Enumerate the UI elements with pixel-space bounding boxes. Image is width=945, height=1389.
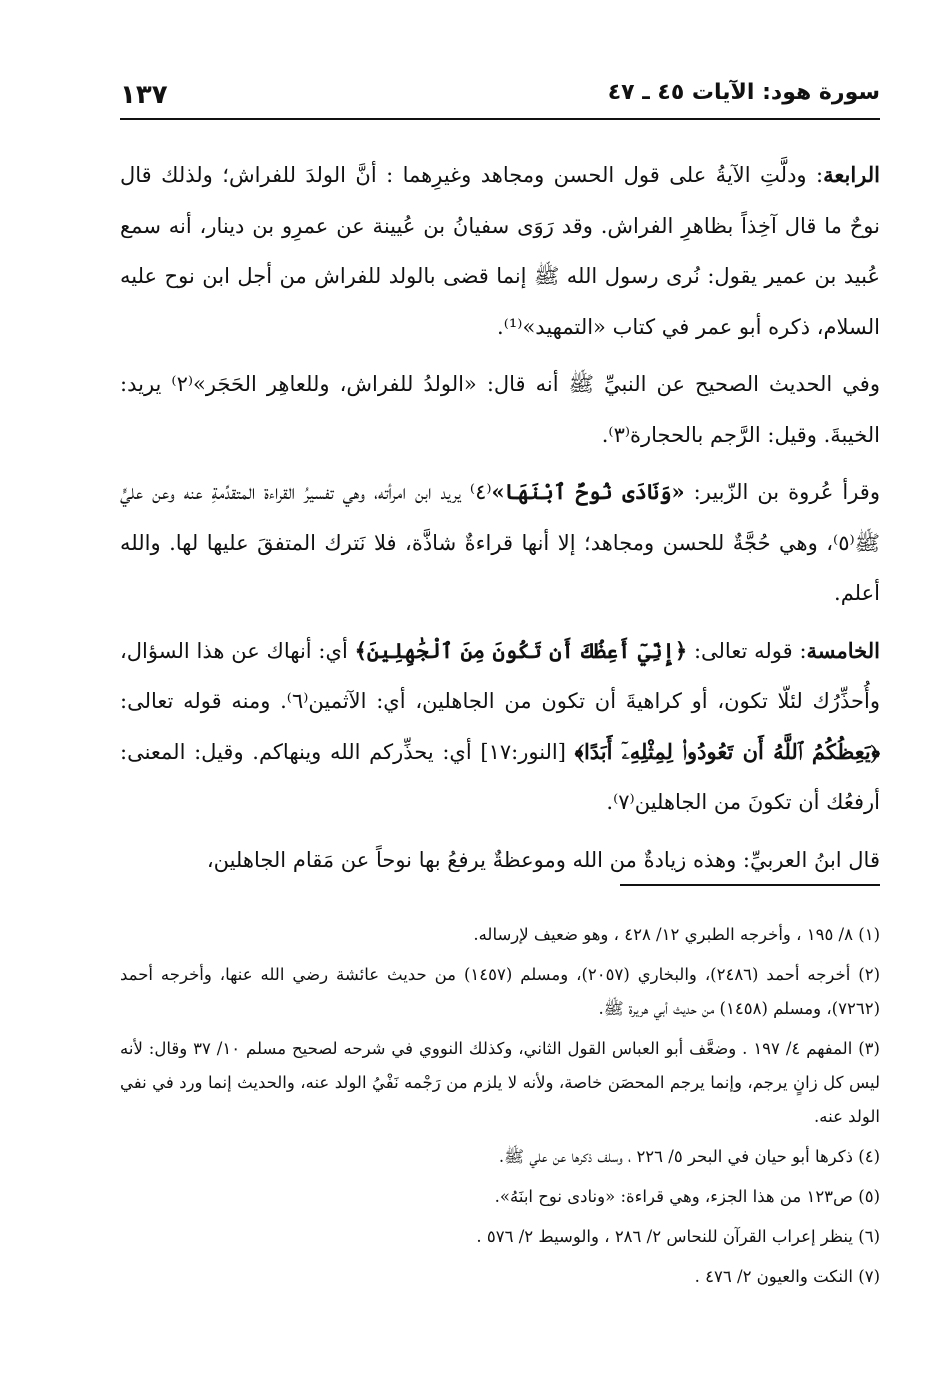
footnote [120,918,880,952]
paragraph-fourth-point [120,150,880,352]
footnote [120,1180,880,1214]
quran-verse: ﴿إِنِّيٓ أَعِظُكَ أَن تَكُونَ مِنَ ٱلْجَٰهِلِينَ﴾ [354,637,688,663]
footnote-number: (٧) [858,1267,880,1286]
footnotes [120,918,880,1300]
quran-verse: ﴿يَعِظُكُمُ ٱللَّهُ أَن تَعُودُوا۟ لِمِثْلِهِۦٓ أَبَدًا﴾ [574,738,880,764]
footnote-number: (١) [858,925,880,944]
footnote-divider [620,884,880,886]
footnote-text: ص١٢٣ من هذا الجزء، وهي قراءة: «ونادى نوح ابنَهُ». [494,1187,853,1206]
footnote-text: ٨/ ١٩٥ ، وأخرجه الطبري ١٢/ ٤٢٨ ، وهو ضعيف لإرساله. [473,925,853,944]
section-label-fifth: الخامسة [806,637,880,663]
footnote-number: (٢) [858,965,880,984]
paragraph-text: وفي الحديث الصحيح عن النبيِّ ﷺ أنه قال: «الولدُ للفراش، وللعاهِر الحَجَر»⁽٢⁾ يريد: الخيبةَ. وقيل: الرَّجم بالحجارة⁽٣⁾. [120,372,880,447]
page-number: ١٣٧ [120,80,168,110]
paragraph-text: وقرأ عُروة بن الزّبير: [693,480,880,504]
paragraph-text: أي: أنهاك عن هذا السؤال، وأُحذِّرُك لئلّا تكون، أو كراهيةَ أن تكون من الجاهلين، أي: الآثمين⁽٦⁾. ومنه قوله تعالى: [120,638,880,713]
footnote [120,1260,880,1294]
footnote-text: أخرجه أحمد (٢٤٨٦)، والبخاري (٢٠٥٧)، ومسلم (١٤٥٧) من حديث عائشة رضي الله عنها، وأخرجه أحمد (٧٢٦٢)، ومسلم (١٤٥٨) من حديث أبي هريرة ﷺ. [120,965,880,1018]
quran-reading: «وَنَادَى نُوحٌ ٱبْنَهَا» [491,479,685,504]
paragraph-text: : قوله تعالى: [693,638,807,663]
section-label-fourth: الرابعة [823,162,880,187]
paragraph-hadith [120,359,880,460]
paragraph-ibn-arabi [120,835,880,886]
paragraph-fifth-point [120,626,880,828]
paragraph-urwa-reading [120,467,880,619]
footnote [120,1032,880,1134]
footnote [120,1220,880,1254]
footnote-text: المفهم ٤/ ١٩٧ . وضعَّف أبو العباس القول الثاني، وكذلك النووي في شرحه لصحيح مسلم ١٠/ ٣٧ وقال: لأنه ليس كل زانٍ يرجم، وإنما يرجم المحصَن خاصة، ولأنه لا يلزم من رَجْمه نَفْيُ الولد عنه، والحديث إنما ورد في نفي الولد عنه. [120,1039,880,1126]
paragraph-text: ⁽٤⁾ يريد ابن امرأته، وهي تفسيرُ القراءة المتقدِّمةِ عنه وعن عليٍّ ﷺ⁽٥⁾، وهي حُجَّةٌ للحسن ومجاهد؛ إلا أنها قراءةٌ شاذَّة، فلا نَترك المتفقَ عليها لها. والله أعلم. [120,480,880,605]
running-header [120,80,880,116]
footnote-text: النكت والعيون ٢/ ٤٧٦ . [694,1267,853,1286]
paragraph-text: قال ابنُ العربيِّ: وهذه زيادةٌ من الله وموعظةٌ يرفعُ بها نوحاً عن مَقام الجاهلين، [206,847,880,872]
footnote-text: ذكرها أبو حيان في البحر ٥/ ٢٢٦ ، وسلف ذكرها عن علي ﷺ. [498,1147,853,1166]
footnote-text: ينظر إعراب القرآن للنحاس ٢/ ٢٨٦ ، والوسيط ٢/ ٥٧٦ . [476,1227,853,1246]
footnote-number: (٤) [858,1147,880,1166]
main-text [120,150,880,892]
footnote [120,1140,880,1174]
footnote-number: (٥) [858,1187,880,1206]
paragraph-text: [النور:١٧] أي: يحذِّركم الله وينهاكم. وقيل: المعنى: أرفعُك أن تكونَ من الجاهلين⁽٧⁾. [120,739,880,814]
chapter-title: سورة هود: الآيات ٤٥ ـ ٤٧ [607,80,880,105]
header-divider [120,118,880,120]
footnote [120,958,880,1026]
footnote-number: (٦) [858,1227,880,1246]
footnote-number: (٣) [858,1039,880,1058]
paragraph-text: : ودلَّتِ الآيةُ على قول الحسن ومجاهد وغيرِهما : أنَّ الولدَ للفراش؛ ولذلك قال نوحٌ ما قال آخِذاً بظاهرِ الفراش. وقد رَوَى سفيانُ بن عُيينة عن عمرِو بن دينار، أنه سمع عُبيد بن عمير يقول: نُرى رسول الله ﷺ إنما قضى بالولد للفراش من أجل ابن نوح عليه السلام، ذكره أبو عمر في كتاب «التمهيد»⁽¹⁾. [120,163,880,339]
